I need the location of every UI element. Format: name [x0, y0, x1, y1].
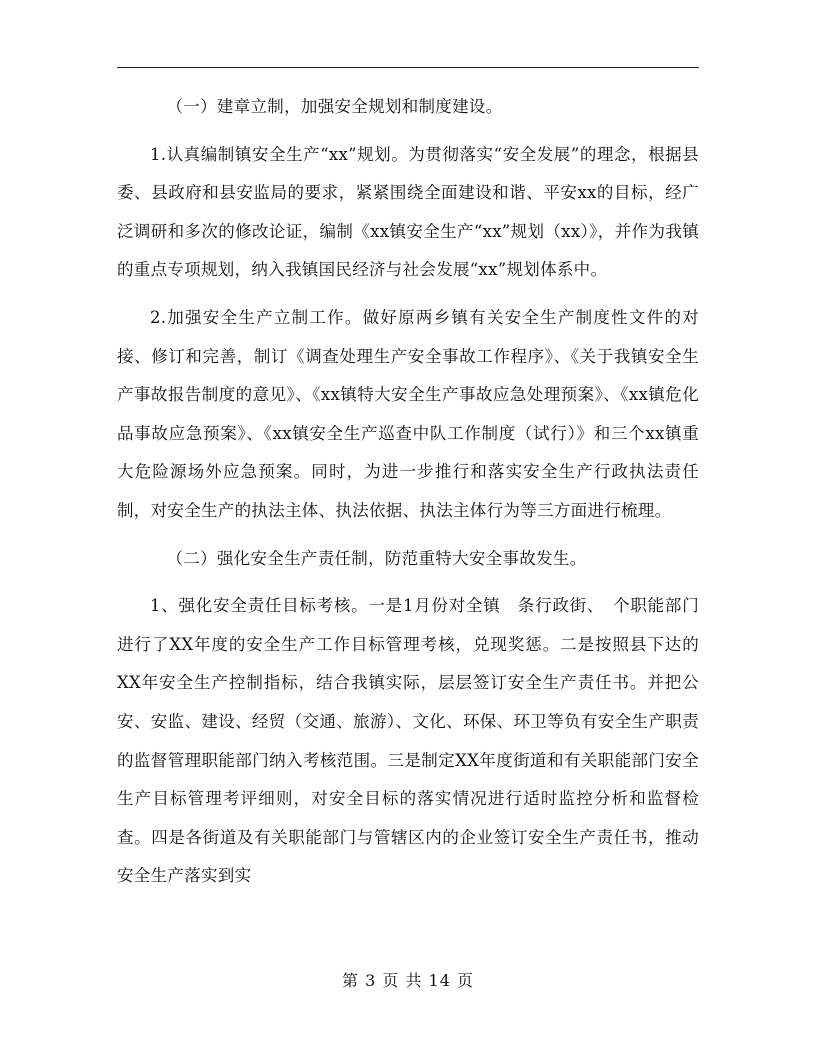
paragraph-1: 1.认真编制镇安全生产“xx”规划。为贯彻落实“安全发展”的理念，根据县委、县政府和县安监局的要求，紧紧围绕全面建设和谐、平安xx的目标，经广泛调研和多次的修改论证，编制《xx镇安全生产“xx”规划（xx）》，并作为我镇的重点专项规划，纳入我镇国民经济与社会发展“xx”规划体系中。	[117, 144, 699, 280]
page-number-footer: 第 3 页 共 14 页	[342, 971, 474, 990]
paragraph-2: 2.加强安全生产立制工作。做好原两乡镇有关安全生产制度性文件的对接、修订和完善，制订《调查处理生产安全事故工作程序》、《关于我镇安全生产事故报告制度的意见》、《xx镇特大安全生产事故应急处理预案》、《xx镇危化品事故应急预案》、《xx镇安全生产巡查中队工作制度（试行）》和三个xx镇重大危险源场外应急预案。同时，为进一步推行和落实安全生产行政执法责任制，对安全生产的执法主体、执法依据、执法主体行为等三方面进行梳理。	[117, 307, 699, 520]
section-heading-2: （二）强化安全生产责任制，防范重特大安全事故发生。	[166, 548, 587, 568]
document-body	[117, 88, 699, 905]
paragraph-3: 1、强化安全责任目标考核。一是1月份对全镇 条行政街、 个职能部门进行了XX年度的安全生产工作目标管理考核，兑现奖惩。二是按照县下达的XX年安全生产控制指标，结合我镇实际，层层签订安全生产责任书。并把公安、安监、建设、经贸（交通、旅游）、文化、环保、环卫等负有安全生产职责的监督管理职能部门纳入考核范围。三是制定XX年度街道和有关职能部门安全生产目标管理考评细则，对安全目标的落实情况进行适时监控分析和监督检查。四是各街道及有关职能部门与管辖区内的企业签订安全生产责任书，推动安全生产落实到实	[117, 596, 699, 886]
section-heading-1: （一）建章立制，加强安全规划和制度建设。	[166, 97, 503, 116]
header-rule	[117, 67, 699, 68]
